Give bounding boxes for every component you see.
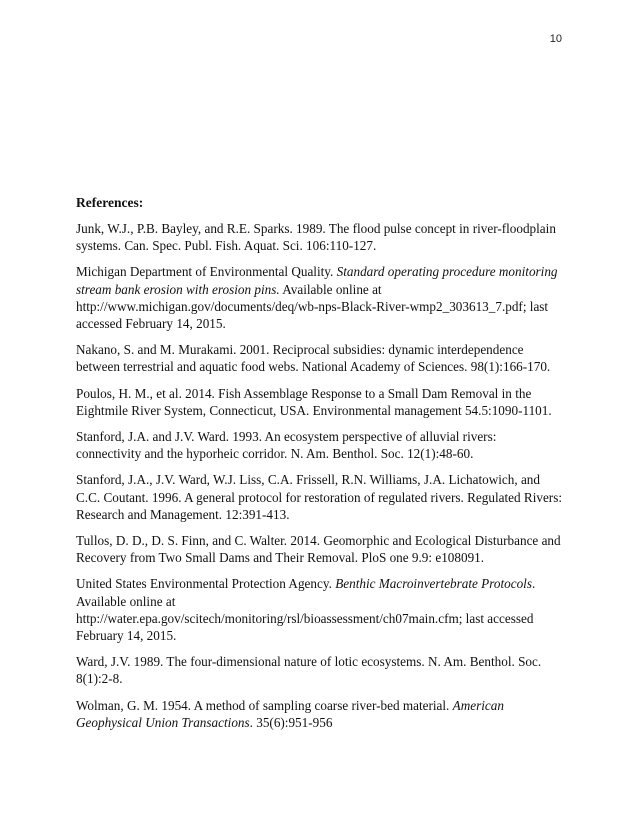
reference-entry: Poulos, H. M., et al. 2014. Fish Assemblage Response to a Small Dam Removal in the Eightmile River System, Connecticut, USA. Environmental management 54.5:1090-1101. <box>76 385 552 418</box>
reference-entry: Michigan Department of Environmental Quality. Standard operating procedure monitoring stream bank erosion with erosion pins. Available online at http://www.michigan.gov/documents/deq/wb-nps-Black-River-wmp2_303613_7.pdf; last accessed February 14, 2015. <box>76 264 558 332</box>
reference-italic-title: American Geophysical Union Transactions <box>76 697 504 730</box>
reference-entry: Tullos, D. D., D. S. Finn, and C. Walter. 2014. Geomorphic and Ecological Disturbance and Recovery from Two Small Dams and Their Removal. PloS one 9.9: e108091. <box>76 533 561 566</box>
reference-italic-title: Standard operating procedure monitoring stream bank erosion with erosion pins. <box>76 264 558 297</box>
references-heading: References: <box>76 195 144 210</box>
reference-entry: Stanford, J.A., J.V. Ward, W.J. Liss, C.A. Frissell, R.N. Williams, J.A. Lichatowich, and C.C. Coutant. 1996. A general protocol for restoration of regulated rivers. Regulated Rivers: Research and Management. 12:391-413. <box>76 472 562 522</box>
references-section <box>76 194 564 740</box>
reference-italic-title: Benthic Macroinvertebrate Protocols <box>335 576 532 592</box>
page-number: 10 <box>549 33 562 45</box>
reference-entry: Junk, W.J., P.B. Bayley, and R.E. Sparks. 1989. The flood pulse concept in river-floodplain systems. Can. Spec. Publ. Fish. Aquat. Sci. 106:110-127. <box>76 221 556 254</box>
reference-entry: Nakano, S. and M. Murakami. 2001. Reciprocal subsidies: dynamic interdependence between terrestrial and aquatic food webs. National Academy of Sciences. 98(1):166-170. <box>76 342 551 375</box>
reference-entry: Stanford, J.A. and J.V. Ward. 1993. An ecosystem perspective of alluvial rivers: connectivity and the hyporheic corridor. N. Am. Benthol. Soc. 12(1):48-60. <box>76 429 497 462</box>
reference-entry: Ward, J.V. 1989. The four-dimensional nature of lotic ecosystems. N. Am. Benthol. Soc. 8(1):2-8. <box>76 654 542 687</box>
reference-entry: United States Environmental Protection Agency. Benthic Macroinvertebrate Protocols. Available online at http://water.epa.gov/scitech/monitoring/rsl/bioassessment/ch07main.cfm; last accessed February 14, 2015. <box>76 576 536 644</box>
reference-entry: Wolman, G. M. 1954. A method of sampling coarse river-bed material. American Geophysical Union Transactions. 35(6):951-956 <box>76 697 504 730</box>
